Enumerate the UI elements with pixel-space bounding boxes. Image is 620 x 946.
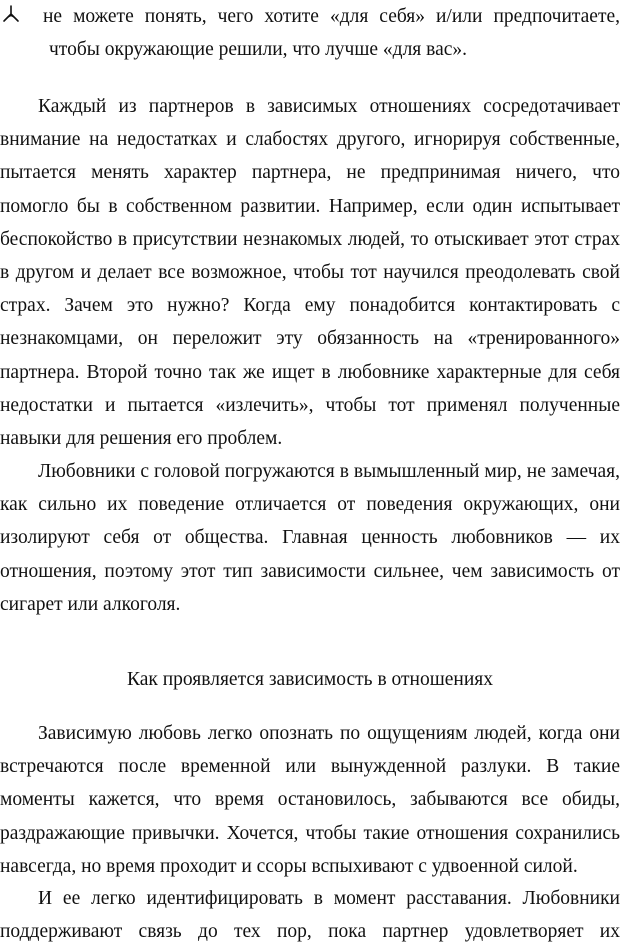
bullet-text xyxy=(43,0,620,66)
paragraph-partners-weaknesses: Каждый из партнеров в зависимых отношениях сосредотачивает внимание на недостатках и слабостях другого, игнорируя собственные, пытается менять характер партнера, не предпринимая ничего, что помогло бы в собственном развитии. Например, если один испытывает беспокойство в присутствии незнакомых людей, то отыскивает этот страх в другом и делает все возможное, чтобы тот научился преодолевать свой страх. Зачем это нужно? Когда ему понадобится контактировать с незнакомцами, он переложит эту обязанность на «тренированного» партнера. Второй точно так же ищет в любовнике характерные для себя недостатки и пытается «излечить», чтобы тот применял полученные навыки для решения его проблем. xyxy=(0,96,620,450)
paragraph-lovers-isolation: Любовники с головой погружаются в вымышленный мир, не замечая, как сильно их поведение отличается от поведения окружающих, они изолируют себя от общества. Главная ценность любовников — их отношения, поэтому этот тип зависимости сильнее, чем зависимость от сигарет или алкоголя. xyxy=(0,461,620,615)
paragraph-reunion-feelings: Зависимую любовь легко опознать по ощущениям людей, когда они встречаются после временной или вынужденной разлуки. В такие моменты кажется, что время остановилось, забываются все обиды, раздражающие привычки. Хочется, чтобы такие отношения сохранились навсегда, но время проходит и ссоры вспыхивают с удвоенной силой. xyxy=(0,723,620,877)
paragraph-parting-moment: И ее легко идентифицировать в момент расставания. Любовники поддерживают связь до тех пор, пока партнер удовлетворяет их xyxy=(0,888,620,943)
section-heading: Как проявляется зависимость в отношениях xyxy=(126,669,493,690)
bullet-text-line-2: чтобы окружающие решили, что лучше «для вас». xyxy=(49,39,468,61)
arrowhead-bullet-icon xyxy=(2,4,20,24)
bullet-text-line-1: не можете понять, чего хотите «для себя» и/или предпочитаете, xyxy=(43,6,620,27)
